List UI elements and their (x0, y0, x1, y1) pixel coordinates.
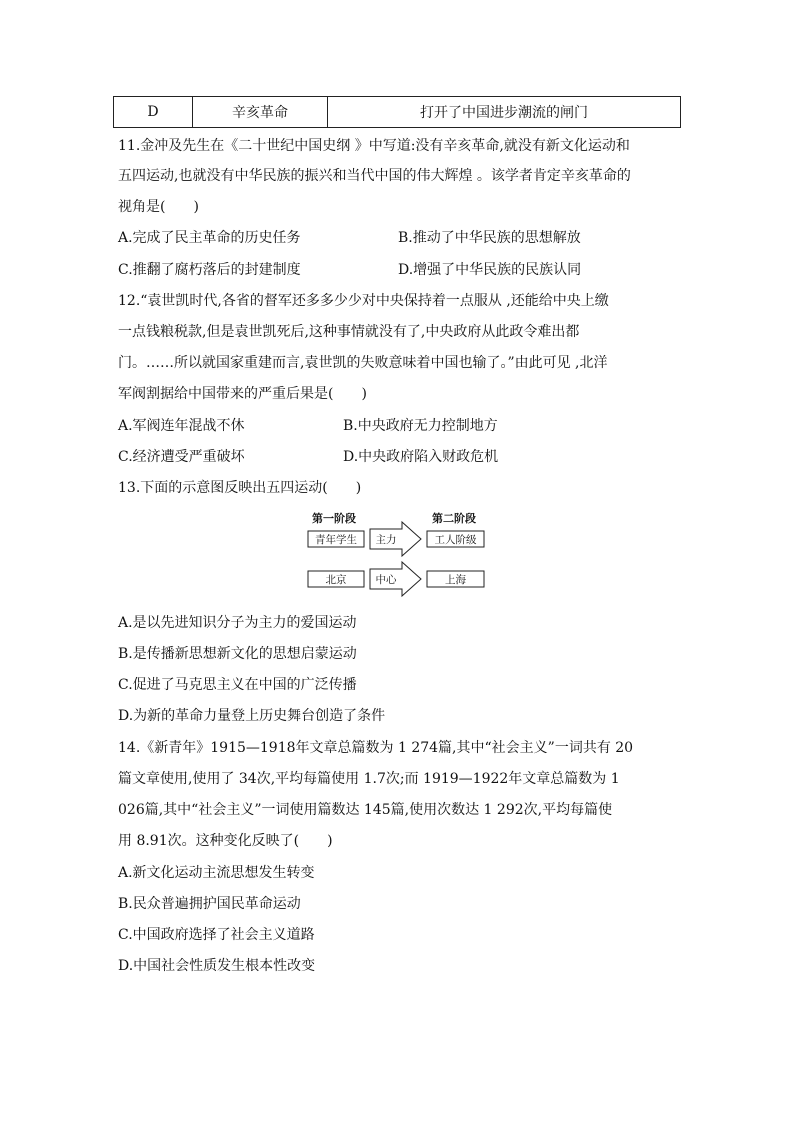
q12-option-a: A.军阀连年混战不休 (118, 418, 245, 434)
q14-option-b: B.民众普遍拥护国民革命运动 (118, 896, 301, 912)
diagram-text-shanghai: 上海 (445, 574, 466, 586)
q12-line-4: 军阀割据给中国带来的严重后果是( ) (118, 386, 367, 402)
q13-option-d: D.为新的革命力量登上历史舞台创造了条件 (118, 708, 386, 724)
q14-line-3: 026篇,其中“社会主义”一词使用篇数达 145篇,使用次数达 1 292次,平均每篇使 (118, 802, 613, 818)
diagram-text-working-class: 工人阶级 (434, 534, 477, 546)
q11-option-a: A.完成了民主革命的历史任务 (118, 230, 301, 246)
q13-option-a: A.是以先进知识分子为主力的爱国运动 (118, 615, 357, 631)
may-fourth-diagram (300, 508, 500, 602)
q11-line-1: 11.金冲及先生在《二十世纪中国史纲 》中写道:没有辛亥革命,就没有新文化运动和 (118, 138, 630, 154)
table-cell-description: 打开了中国进步潮流的闸门 (328, 97, 681, 128)
q12-option-d: D.中央政府陷入财政危机 (343, 449, 499, 465)
q11-option-c: C.推翻了腐朽落后的封建制度 (118, 262, 301, 278)
table-cell-letter: D (114, 97, 193, 128)
q12-option-b: B.中央政府无力控制地方 (343, 418, 498, 434)
q12-line-3: 门。……所以就国家重建而言,袁世凯的失败意味着中国也输了。”由此可见 ,北洋 (118, 355, 608, 371)
q14-line-4: 用 8.91次。这种变化反映了( ) (118, 833, 333, 849)
table-row (114, 97, 681, 128)
q11-line-3: 视角是( ) (118, 199, 199, 215)
diagram-text-beijing: 北京 (325, 574, 347, 586)
q11-option-b: B.推动了中华民族的思想解放 (398, 230, 581, 246)
q12-line-2: 一点钱粮税款,但是袁世凯死后,这种事情就没有了,中央政府从此政令难出都 (118, 324, 580, 340)
q13-option-c: C.促进了马克思主义在中国的广泛传播 (118, 677, 357, 693)
q12-option-c: C.经济遭受严重破坏 (118, 449, 245, 465)
q13-option-b: B.是传播新思想新文化的思想启蒙运动 (118, 646, 357, 662)
q14-line-2: 篇文章使用,使用了 34次,平均每篇使用 1.7次;而 1919—1922年文章总篇数为 1 (118, 771, 620, 787)
q14-option-c: C.中国政府选择了社会主义道路 (118, 927, 315, 943)
diagram-text-main-force: 主力 (375, 534, 397, 546)
table-cell-event: 辛亥革命 (193, 97, 328, 128)
answer-table (113, 96, 681, 128)
q14-option-d: D.中国社会性质发生根本性改变 (118, 958, 316, 974)
diagram-stage1-label: 第一阶段 (312, 512, 356, 525)
q11-line-2: 五四运动,也就没有中华民族的振兴和当代中国的伟大辉煌 。该学者肯定辛亥革命的 (118, 168, 631, 184)
diagram-stage2-label: 第二阶段 (432, 512, 476, 525)
q12-line-1: 12.“袁世凯时代,各省的督军还多多少少对中央保持着一点服从 ,还能给中央上缴 (118, 293, 609, 309)
diagram-text-center: 中心 (375, 574, 397, 586)
q13-line-1: 13.下面的示意图反映出五四运动( ) (118, 480, 362, 496)
q11-option-d: D.增强了中华民族的民族认同 (398, 262, 582, 278)
q14-line-1: 14.《新青年》1915—1918年文章总篇数为 1 274篇,其中“社会主义”一词共有 20 (118, 740, 634, 756)
diagram-text-youth-students: 青年学生 (315, 534, 357, 546)
q14-option-a: A.新文化运动主流思想发生转变 (118, 865, 315, 881)
